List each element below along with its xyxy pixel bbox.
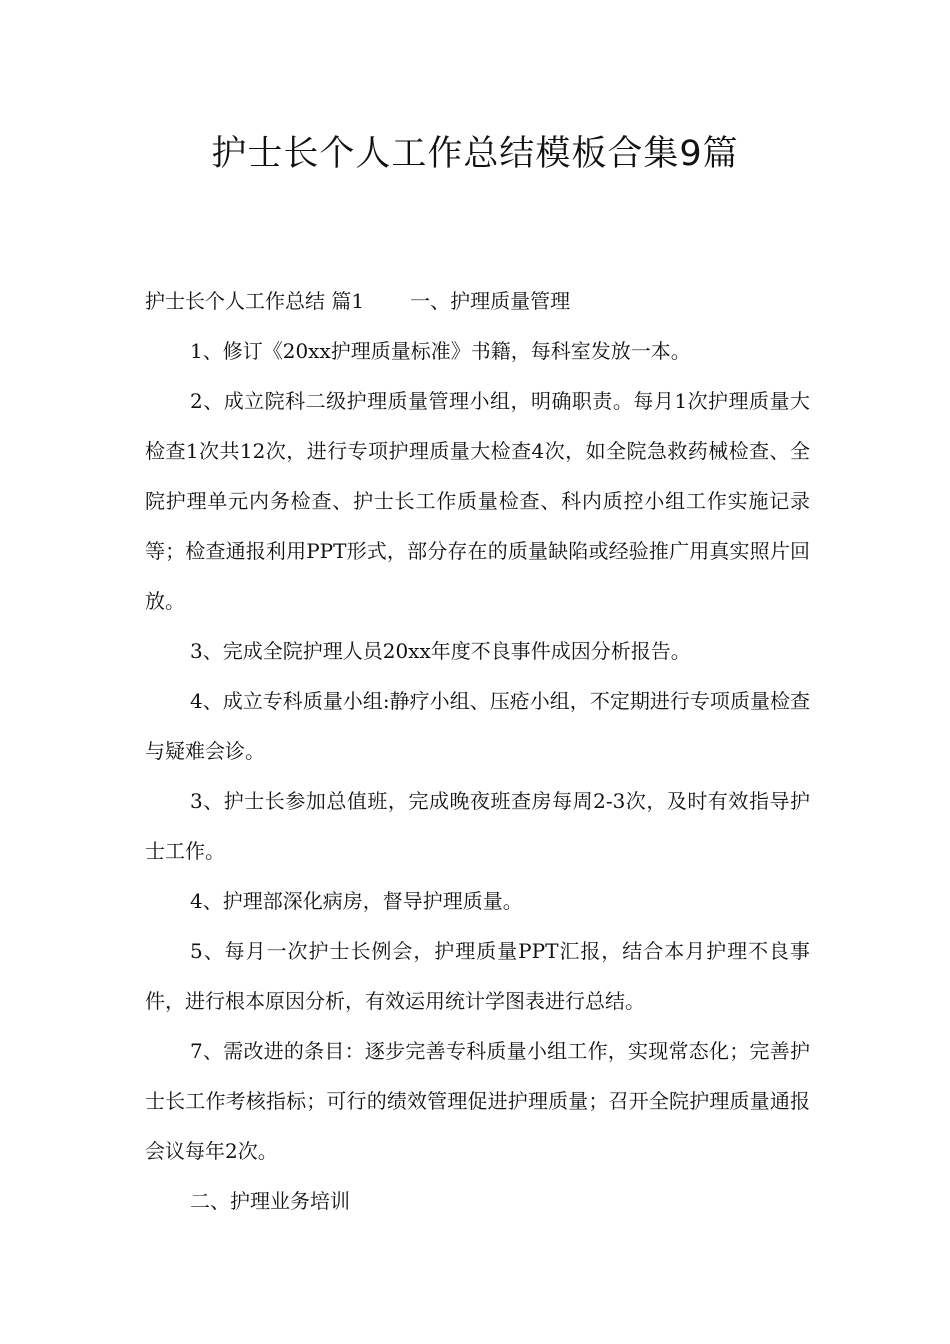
paragraph: 5、每月一次护士长例会，护理质量PPT汇报，结合本月护理不良事件，进行根本原因分析，有效运用统计学图表进行总结。 bbox=[145, 939, 810, 1013]
paragraph: 2、成立院科二级护理质量管理小组，明确职责。每月1次护理质量大检查1次共12次，进行专项护理质量大检查4次，如全院急救药械检查、全院护理单元内务检查、护士长工作质量检查、科内质控小组工作实施记录等；检查通报利用PPT形式，部分存在的质量缺陷或经验推广用真实照片回放。 bbox=[145, 389, 810, 613]
paragraph: 1、修订《20xx护理质量标准》书籍，每科室发放一本。 bbox=[190, 339, 691, 363]
document-title: 护士长个人工作总结模板合集9篇 bbox=[211, 134, 739, 174]
paragraph: 4、成立专科质量小组:静疗小组、压疮小组，不定期进行专项质量检查与疑难会诊。 bbox=[145, 689, 810, 763]
paragraph: 4、护理部深化病房，督导护理质量。 bbox=[190, 889, 523, 913]
section-heading: 一、护理质量管理 bbox=[410, 289, 571, 313]
paragraph: 3、护士长参加总值班，完成晚夜班查房每周2-3次，及时有效指导护士工作。 bbox=[145, 789, 810, 863]
paragraph: 3、完成全院护理人员20xx年度不良事件成因分析报告。 bbox=[190, 639, 691, 663]
section-intro-line bbox=[145, 276, 810, 326]
paragraph: 7、需改进的条目：逐步完善专科质量小组工作，实现常态化；完善护士长工作考核指标；可行的绩效管理促进护理质量；召开全院护理质量通报会议每年2次。 bbox=[145, 1039, 810, 1163]
document-body bbox=[145, 276, 810, 1226]
subsection-heading: 二、护理业务培训 bbox=[190, 1189, 350, 1213]
section-label: 护士长个人工作总结 篇1 bbox=[145, 289, 365, 313]
